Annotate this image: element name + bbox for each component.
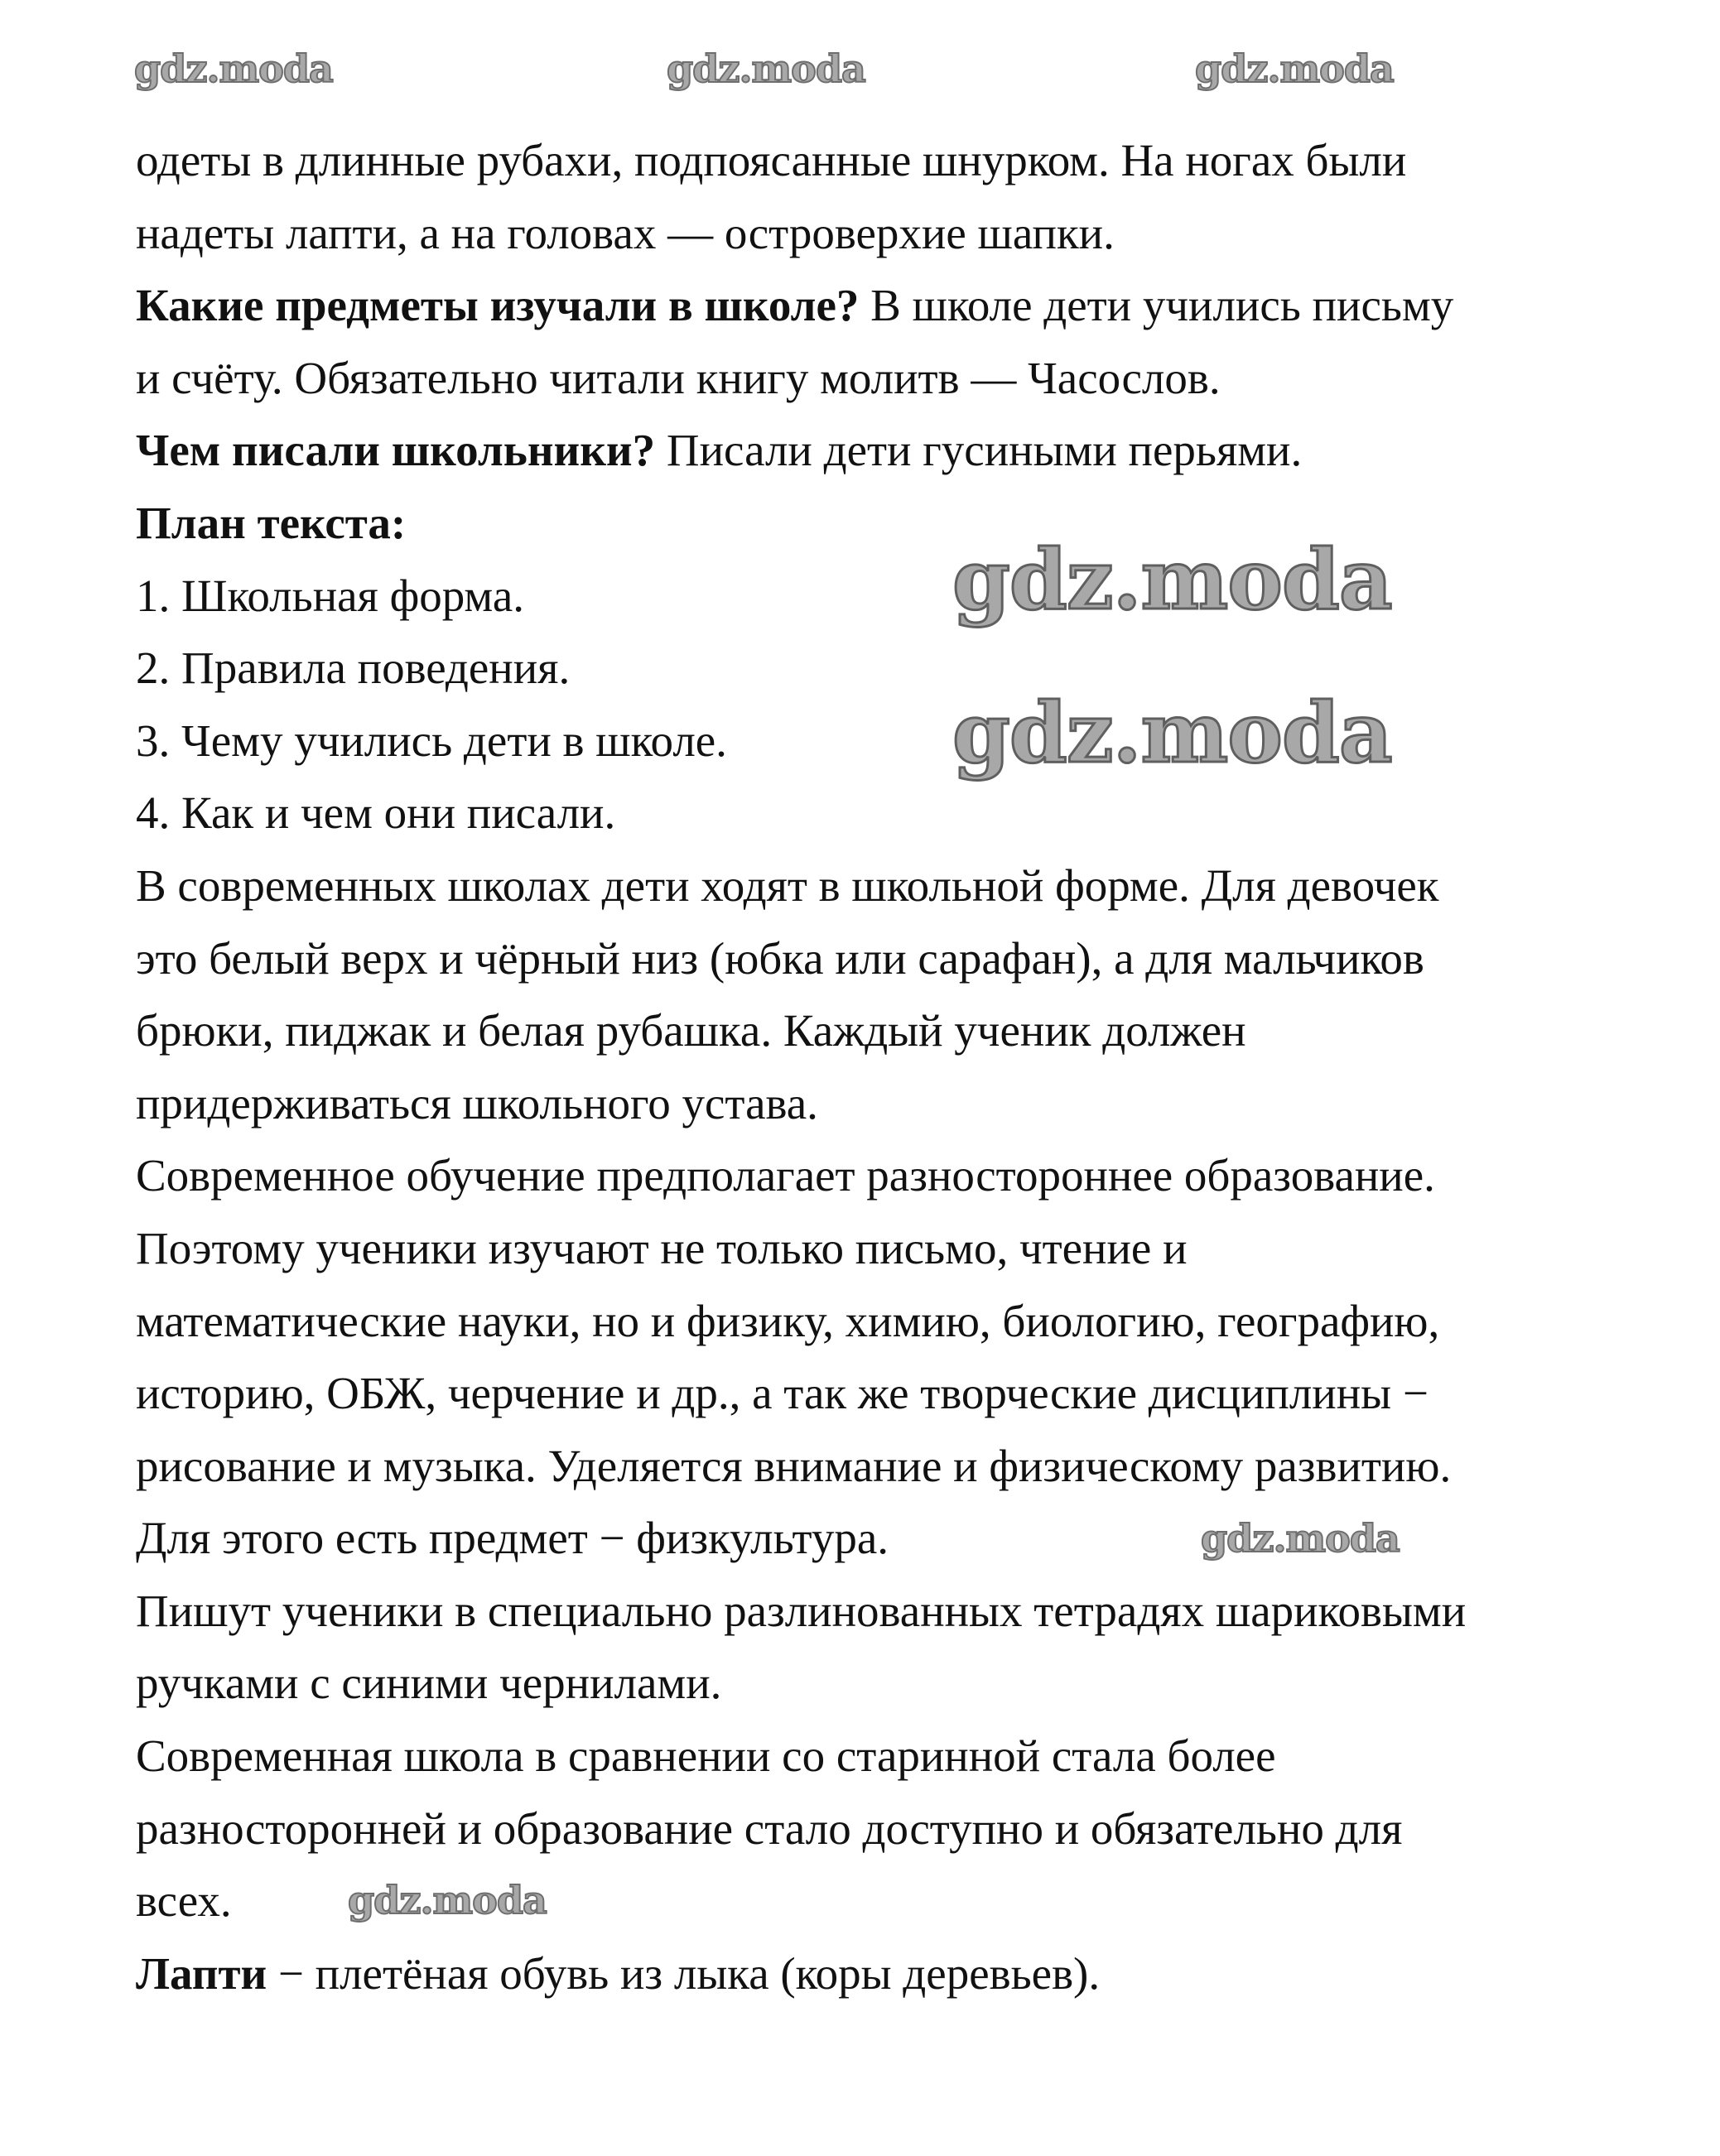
text-line — [136, 1720, 1676, 1793]
text-line — [136, 994, 1676, 1067]
text-line — [136, 560, 1676, 633]
text-line — [136, 342, 1676, 415]
line-text: Современное обучение предполагает разностороннее образование. — [136, 1150, 1435, 1201]
bold-heading: Какие предметы изучали в школе? — [136, 280, 860, 331]
text-line — [136, 197, 1676, 270]
line-text: 1. Школьная форма. — [136, 570, 525, 621]
text-line — [136, 777, 1676, 849]
text-line — [136, 1430, 1676, 1503]
bold-heading: Чем писали школьники? — [136, 425, 656, 476]
text-line — [136, 1937, 1676, 2010]
bold-heading: План текста: — [136, 497, 407, 548]
line-text: В современных школах дети ходят в школьной форме. Для девочек — [136, 859, 1439, 911]
watermark: gdz.moda — [1201, 1516, 1400, 1561]
line-text: историю, ОБЖ, черчение и др., а так же творческие дисциплины − — [136, 1368, 1429, 1419]
line-text: ручками с синими чернилами. — [136, 1658, 722, 1709]
text-line — [136, 414, 1676, 487]
line-text: − плетёная обувь из лыка (коры деревьев). — [267, 1947, 1101, 1999]
line-text: Пишут ученики в специально разлинованных тетрадях шариковыми — [136, 1585, 1467, 1636]
line-text: Писали дети гусиными перьями. — [655, 425, 1303, 476]
text-line — [136, 1212, 1676, 1285]
watermark: gdz.moda — [348, 1878, 547, 1923]
text-line — [136, 1575, 1676, 1648]
line-text: математические науки, но и физику, химию, биологию, географию, — [136, 1295, 1440, 1346]
text-line — [136, 922, 1676, 995]
line-text: одеты в длинные рубахи, подпоясанные шнурком. На ногах были — [136, 135, 1407, 185]
text-line — [136, 632, 1676, 705]
text-line — [136, 705, 1676, 777]
line-text: Поэтому ученики изучают не только письмо, чтение и — [136, 1222, 1188, 1273]
line-text: брюки, пиджак и белая рубашка. Каждый ученик должен — [136, 1005, 1246, 1056]
watermark: gdz.moda — [952, 684, 1392, 782]
line-text: это белый верх и чёрный низ (юбка или сарафан), а для мальчиков — [136, 932, 1424, 984]
line-text: 2. Правила поведения. — [136, 642, 571, 694]
watermark: gdz.moda — [1195, 46, 1394, 91]
line-text: всех. — [136, 1875, 232, 1927]
watermark: gdz.moda — [952, 531, 1392, 628]
text-line — [136, 1502, 1676, 1575]
line-text: 3. Чему учились дети в школе. — [136, 715, 727, 766]
line-text: разносторонней и образование стало доступно и обязательно для — [136, 1802, 1403, 1854]
text-line — [136, 849, 1676, 922]
text-line — [136, 124, 1676, 197]
line-text: придерживаться школьного устава. — [136, 1077, 818, 1129]
text-line — [136, 1139, 1676, 1212]
text-line — [136, 1647, 1676, 1720]
text-line — [136, 1357, 1676, 1430]
line-text: надеты лапти, а на головах — островерхие шапки. — [136, 207, 1115, 258]
text-line — [136, 1285, 1676, 1358]
document-body — [136, 124, 1676, 2009]
watermark: gdz.moda — [134, 46, 333, 91]
line-text: 4. Как и чем они писали. — [136, 787, 616, 839]
line-text: Для этого есть предмет − физкультура. — [136, 1513, 889, 1564]
text-line — [136, 1793, 1676, 1865]
watermark: gdz.moda — [667, 46, 865, 91]
text-line — [136, 487, 1676, 560]
text-line — [136, 269, 1676, 342]
text-line — [136, 1067, 1676, 1140]
line-text: рисование и музыка. Уделяется внимание и физическому развитию. — [136, 1440, 1452, 1491]
line-text: Современная школа в сравнении со старинной стала более — [136, 1730, 1276, 1782]
line-text: и счёту. Обязательно читали книгу молитв — Часослов. — [136, 352, 1221, 403]
line-text: В школе дети учились письму — [859, 280, 1454, 331]
bold-heading: Лапти — [136, 1947, 267, 1999]
